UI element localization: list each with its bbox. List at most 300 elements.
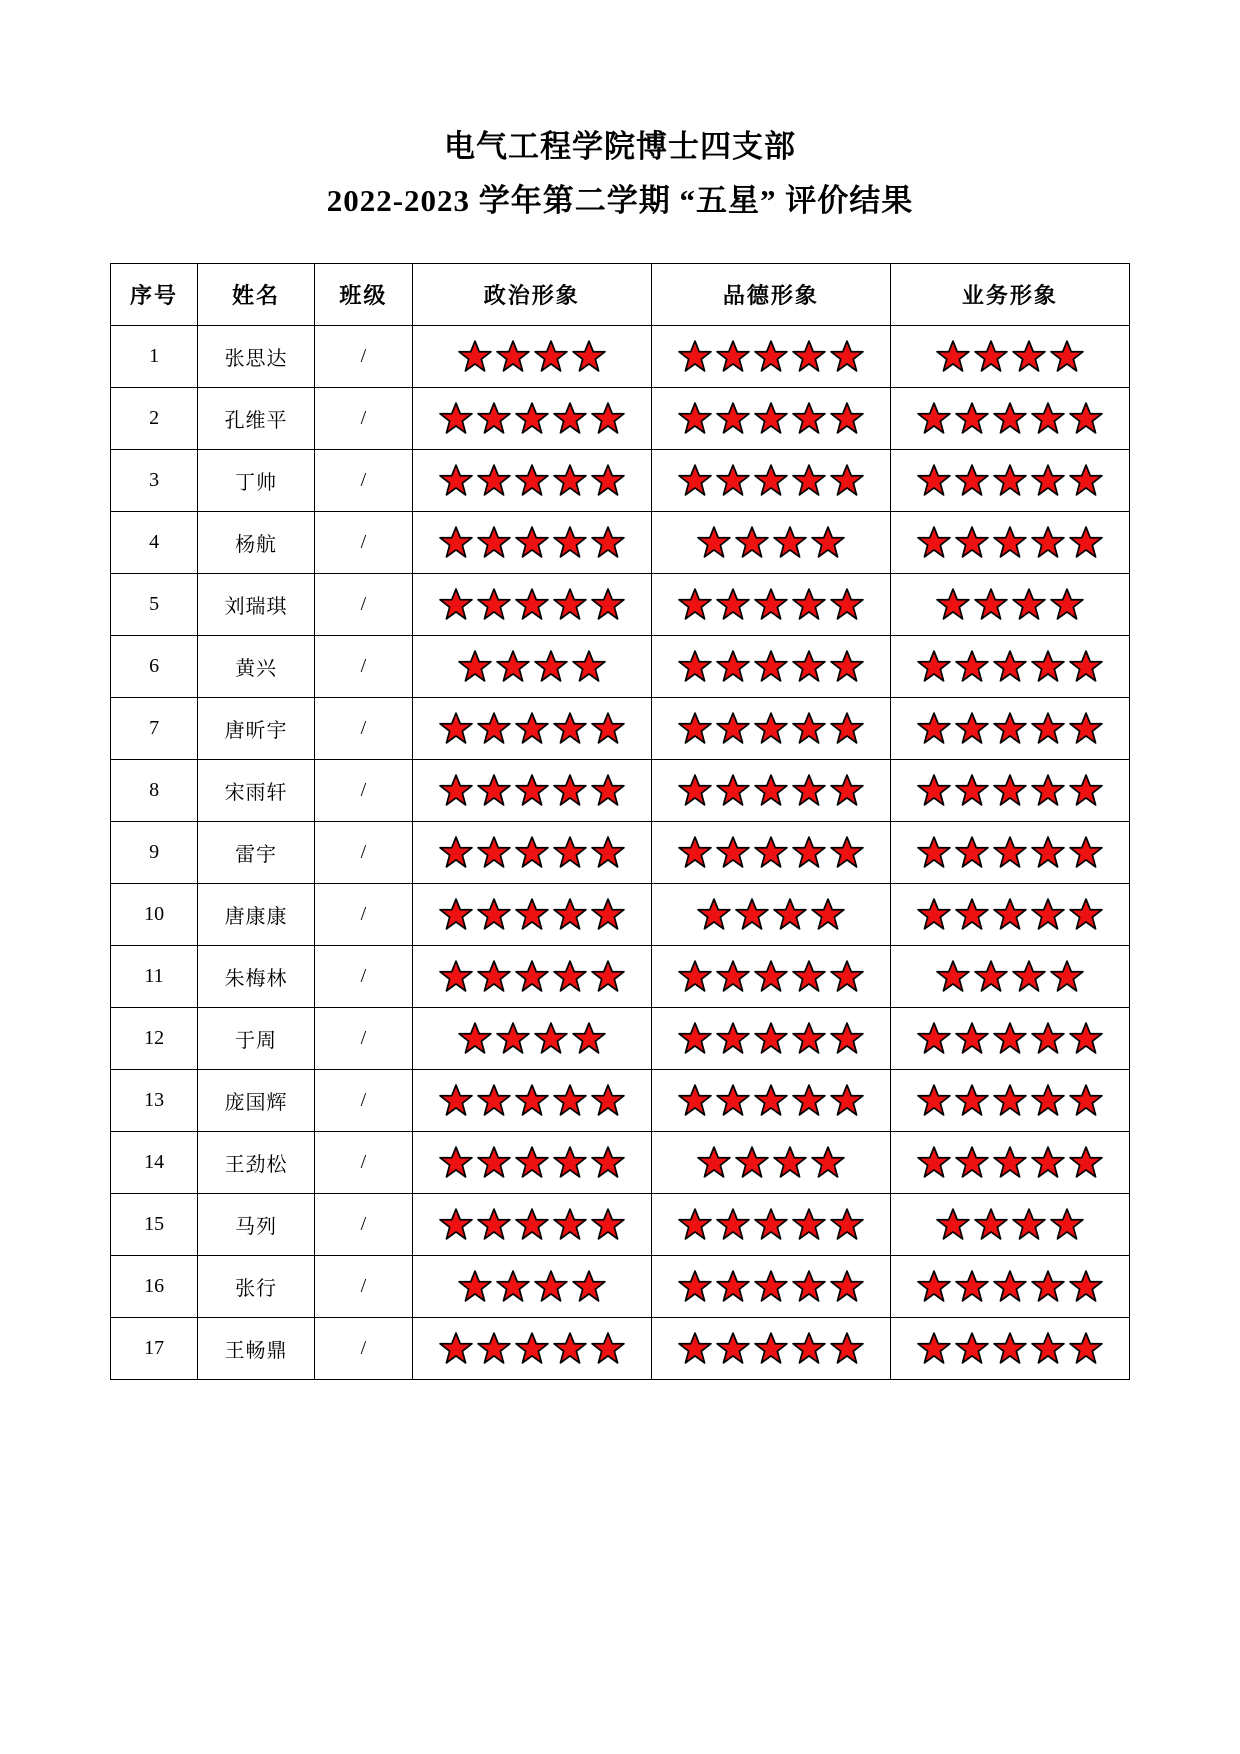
- cell-class: /: [315, 511, 413, 573]
- star-rating: [413, 835, 651, 869]
- cell-class: /: [315, 1007, 413, 1069]
- star-rating: [652, 1145, 890, 1179]
- star-icon: [1012, 339, 1046, 373]
- star-icon: [830, 773, 864, 807]
- star-rating: [652, 711, 890, 745]
- document-title-block: [75, 120, 1165, 229]
- star-rating: [891, 1331, 1129, 1365]
- star-icon: [439, 773, 473, 807]
- star-icon: [955, 1145, 989, 1179]
- cell-professional-stars: [890, 387, 1129, 449]
- cell-class: /: [315, 1317, 413, 1379]
- star-icon: [754, 649, 788, 683]
- star-icon: [955, 773, 989, 807]
- star-icon: [678, 1083, 712, 1117]
- star-icon: [1031, 711, 1065, 745]
- star-icon: [678, 711, 712, 745]
- star-rating: [652, 587, 890, 621]
- star-rating: [891, 897, 1129, 931]
- star-icon: [773, 525, 807, 559]
- cell-professional-stars: [890, 759, 1129, 821]
- cell-name: 雷宇: [198, 821, 315, 883]
- star-icon: [1031, 463, 1065, 497]
- star-rating: [891, 339, 1129, 373]
- cell-moral-stars: [651, 449, 890, 511]
- cell-professional-stars: [890, 1131, 1129, 1193]
- star-rating: [413, 959, 651, 993]
- star-icon: [477, 1207, 511, 1241]
- cell-index: 14: [111, 1131, 198, 1193]
- star-icon: [1031, 835, 1065, 869]
- cell-index: 11: [111, 945, 198, 1007]
- star-icon: [553, 835, 587, 869]
- cell-index: 1: [111, 325, 198, 387]
- star-icon: [1050, 959, 1084, 993]
- star-icon: [515, 587, 549, 621]
- star-rating: [413, 897, 651, 931]
- star-icon: [553, 1331, 587, 1365]
- cell-political-stars: [412, 449, 651, 511]
- star-icon: [936, 1207, 970, 1241]
- star-rating: [652, 835, 890, 869]
- star-rating: [891, 1083, 1129, 1117]
- star-icon: [439, 525, 473, 559]
- star-icon: [496, 339, 530, 373]
- cell-class: /: [315, 325, 413, 387]
- table-row: [111, 759, 1130, 821]
- star-rating: [891, 835, 1129, 869]
- cell-professional-stars: [890, 1317, 1129, 1379]
- star-icon: [515, 711, 549, 745]
- star-icon: [534, 1269, 568, 1303]
- star-icon: [830, 339, 864, 373]
- star-icon: [591, 1207, 625, 1241]
- star-rating: [891, 649, 1129, 683]
- star-icon: [917, 463, 951, 497]
- star-icon: [773, 1145, 807, 1179]
- star-icon: [936, 959, 970, 993]
- cell-name: 杨航: [198, 511, 315, 573]
- star-icon: [591, 1145, 625, 1179]
- star-rating: [413, 339, 651, 373]
- star-icon: [716, 1269, 750, 1303]
- star-icon: [477, 463, 511, 497]
- cell-class: /: [315, 449, 413, 511]
- star-icon: [553, 711, 587, 745]
- star-icon: [974, 959, 1008, 993]
- cell-moral-stars: [651, 573, 890, 635]
- star-icon: [439, 1331, 473, 1365]
- star-icon: [1031, 1145, 1065, 1179]
- cell-class: /: [315, 387, 413, 449]
- star-icon: [553, 773, 587, 807]
- star-icon: [1031, 1083, 1065, 1117]
- star-rating: [413, 525, 651, 559]
- table-row: [111, 387, 1130, 449]
- star-icon: [515, 1145, 549, 1179]
- star-icon: [716, 711, 750, 745]
- star-icon: [515, 1207, 549, 1241]
- star-icon: [678, 1269, 712, 1303]
- cell-class: /: [315, 573, 413, 635]
- cell-professional-stars: [890, 449, 1129, 511]
- star-rating: [652, 339, 890, 373]
- cell-index: 17: [111, 1317, 198, 1379]
- star-icon: [1069, 649, 1103, 683]
- star-icon: [439, 1145, 473, 1179]
- cell-name: 王劲松: [198, 1131, 315, 1193]
- star-icon: [515, 959, 549, 993]
- cell-index: 2: [111, 387, 198, 449]
- star-icon: [955, 401, 989, 435]
- cell-class: /: [315, 635, 413, 697]
- star-icon: [1069, 1083, 1103, 1117]
- star-icon: [993, 1083, 1027, 1117]
- star-icon: [1031, 1269, 1065, 1303]
- cell-professional-stars: [890, 573, 1129, 635]
- cell-index: 15: [111, 1193, 198, 1255]
- star-icon: [830, 1083, 864, 1117]
- cell-political-stars: [412, 573, 651, 635]
- cell-professional-stars: [890, 883, 1129, 945]
- star-icon: [553, 587, 587, 621]
- cell-political-stars: [412, 945, 651, 1007]
- cell-professional-stars: [890, 1193, 1129, 1255]
- cell-political-stars: [412, 1193, 651, 1255]
- cell-moral-stars: [651, 697, 890, 759]
- star-icon: [553, 897, 587, 931]
- star-rating: [652, 525, 890, 559]
- star-icon: [591, 1083, 625, 1117]
- cell-name: 王畅鼎: [198, 1317, 315, 1379]
- star-icon: [754, 835, 788, 869]
- star-icon: [678, 587, 712, 621]
- cell-political-stars: [412, 1317, 651, 1379]
- star-icon: [830, 463, 864, 497]
- star-icon: [1069, 1145, 1103, 1179]
- star-icon: [754, 401, 788, 435]
- cell-name: 于周: [198, 1007, 315, 1069]
- star-rating: [413, 1083, 651, 1117]
- star-icon: [754, 587, 788, 621]
- cell-moral-stars: [651, 511, 890, 573]
- cell-class: /: [315, 1131, 413, 1193]
- star-icon: [477, 1083, 511, 1117]
- cell-political-stars: [412, 511, 651, 573]
- star-icon: [716, 463, 750, 497]
- cell-professional-stars: [890, 635, 1129, 697]
- cell-moral-stars: [651, 325, 890, 387]
- star-icon: [477, 711, 511, 745]
- star-icon: [993, 711, 1027, 745]
- star-icon: [830, 1207, 864, 1241]
- star-rating: [652, 773, 890, 807]
- star-icon: [754, 1021, 788, 1055]
- cell-political-stars: [412, 1069, 651, 1131]
- star-icon: [591, 959, 625, 993]
- table-row: [111, 945, 1130, 1007]
- cell-index: 13: [111, 1069, 198, 1131]
- star-rating: [891, 1021, 1129, 1055]
- cell-moral-stars: [651, 821, 890, 883]
- star-icon: [515, 897, 549, 931]
- star-icon: [591, 773, 625, 807]
- star-rating: [891, 1145, 1129, 1179]
- star-icon: [496, 1269, 530, 1303]
- cell-political-stars: [412, 635, 651, 697]
- star-icon: [678, 1331, 712, 1365]
- cell-political-stars: [412, 387, 651, 449]
- table-row: [111, 1317, 1130, 1379]
- star-icon: [1031, 525, 1065, 559]
- star-icon: [515, 1331, 549, 1365]
- star-icon: [917, 773, 951, 807]
- star-rating: [413, 1145, 651, 1179]
- cell-moral-stars: [651, 945, 890, 1007]
- table-body: [111, 325, 1130, 1379]
- cell-moral-stars: [651, 635, 890, 697]
- star-icon: [496, 1021, 530, 1055]
- star-icon: [754, 1269, 788, 1303]
- table-row: [111, 573, 1130, 635]
- star-icon: [458, 339, 492, 373]
- star-icon: [955, 1083, 989, 1117]
- star-icon: [792, 959, 826, 993]
- star-rating: [652, 897, 890, 931]
- table-row: [111, 325, 1130, 387]
- star-icon: [792, 773, 826, 807]
- star-icon: [917, 1331, 951, 1365]
- star-icon: [754, 339, 788, 373]
- star-icon: [993, 835, 1027, 869]
- cell-name: 张行: [198, 1255, 315, 1317]
- star-icon: [1069, 773, 1103, 807]
- star-icon: [830, 649, 864, 683]
- star-icon: [993, 1145, 1027, 1179]
- star-icon: [1069, 1331, 1103, 1365]
- star-rating: [652, 649, 890, 683]
- star-rating: [891, 711, 1129, 745]
- star-icon: [1069, 897, 1103, 931]
- cell-professional-stars: [890, 325, 1129, 387]
- star-icon: [830, 1331, 864, 1365]
- star-icon: [477, 525, 511, 559]
- cell-moral-stars: [651, 1317, 890, 1379]
- cell-professional-stars: [890, 1069, 1129, 1131]
- star-rating: [413, 463, 651, 497]
- star-icon: [553, 463, 587, 497]
- star-icon: [811, 897, 845, 931]
- table-row: [111, 1131, 1130, 1193]
- star-icon: [830, 587, 864, 621]
- star-icon: [993, 463, 1027, 497]
- star-icon: [515, 835, 549, 869]
- star-icon: [477, 959, 511, 993]
- star-icon: [955, 1331, 989, 1365]
- star-icon: [1031, 1331, 1065, 1365]
- cell-moral-stars: [651, 1255, 890, 1317]
- star-icon: [955, 1021, 989, 1055]
- star-icon: [515, 401, 549, 435]
- star-rating: [652, 463, 890, 497]
- star-icon: [754, 1207, 788, 1241]
- cell-index: 5: [111, 573, 198, 635]
- star-icon: [1012, 959, 1046, 993]
- star-icon: [697, 1145, 731, 1179]
- star-icon: [955, 463, 989, 497]
- cell-political-stars: [412, 883, 651, 945]
- star-icon: [936, 339, 970, 373]
- star-icon: [792, 1021, 826, 1055]
- star-icon: [792, 649, 826, 683]
- cell-moral-stars: [651, 883, 890, 945]
- star-rating: [891, 959, 1129, 993]
- star-icon: [477, 1331, 511, 1365]
- star-icon: [754, 1083, 788, 1117]
- cell-name: 宋雨轩: [198, 759, 315, 821]
- star-icon: [591, 897, 625, 931]
- star-rating: [413, 649, 651, 683]
- star-icon: [974, 587, 1008, 621]
- star-icon: [917, 1145, 951, 1179]
- star-icon: [1069, 711, 1103, 745]
- star-icon: [811, 1145, 845, 1179]
- table-row: [111, 635, 1130, 697]
- star-icon: [1050, 1207, 1084, 1241]
- cell-class: /: [315, 1193, 413, 1255]
- star-icon: [678, 339, 712, 373]
- star-icon: [572, 1021, 606, 1055]
- star-icon: [716, 959, 750, 993]
- cell-political-stars: [412, 821, 651, 883]
- star-icon: [591, 401, 625, 435]
- cell-moral-stars: [651, 1131, 890, 1193]
- star-icon: [716, 339, 750, 373]
- star-icon: [830, 835, 864, 869]
- star-icon: [1050, 587, 1084, 621]
- star-icon: [830, 711, 864, 745]
- star-icon: [792, 463, 826, 497]
- cell-index: 4: [111, 511, 198, 573]
- table-row: [111, 449, 1130, 511]
- table-row: [111, 1193, 1130, 1255]
- star-rating: [652, 1207, 890, 1241]
- cell-name: 唐昕宇: [198, 697, 315, 759]
- star-icon: [515, 1083, 549, 1117]
- header-name: 姓名: [198, 263, 315, 325]
- star-icon: [591, 711, 625, 745]
- star-icon: [917, 649, 951, 683]
- star-icon: [534, 1021, 568, 1055]
- star-icon: [439, 1083, 473, 1117]
- cell-name: 黄兴: [198, 635, 315, 697]
- table-row: [111, 1069, 1130, 1131]
- star-rating: [652, 1083, 890, 1117]
- star-icon: [1069, 525, 1103, 559]
- star-icon: [572, 649, 606, 683]
- star-icon: [917, 835, 951, 869]
- star-icon: [716, 773, 750, 807]
- star-icon: [678, 1207, 712, 1241]
- star-icon: [678, 649, 712, 683]
- star-icon: [716, 401, 750, 435]
- cell-political-stars: [412, 1007, 651, 1069]
- star-icon: [1012, 1207, 1046, 1241]
- page-title-line-2: 2022-2023 学年第二学期 “五星” 评价结果: [326, 183, 914, 219]
- star-icon: [1031, 1021, 1065, 1055]
- table-header-row: [111, 263, 1130, 325]
- star-icon: [773, 897, 807, 931]
- cell-name: 朱梅林: [198, 945, 315, 1007]
- star-rating: [413, 711, 651, 745]
- star-icon: [917, 401, 951, 435]
- star-icon: [591, 1331, 625, 1365]
- star-icon: [1069, 835, 1103, 869]
- star-icon: [830, 1021, 864, 1055]
- star-icon: [477, 587, 511, 621]
- star-icon: [754, 711, 788, 745]
- cell-class: /: [315, 759, 413, 821]
- cell-name: 庞国辉: [198, 1069, 315, 1131]
- star-icon: [477, 897, 511, 931]
- star-icon: [553, 525, 587, 559]
- star-icon: [534, 339, 568, 373]
- star-icon: [1069, 401, 1103, 435]
- cell-class: /: [315, 1069, 413, 1131]
- star-icon: [792, 1269, 826, 1303]
- table-row: [111, 1255, 1130, 1317]
- header-political-image: 政治形象: [412, 263, 651, 325]
- header-class: 班级: [315, 263, 413, 325]
- star-icon: [993, 1269, 1027, 1303]
- cell-moral-stars: [651, 387, 890, 449]
- cell-professional-stars: [890, 697, 1129, 759]
- cell-name: 丁帅: [198, 449, 315, 511]
- cell-moral-stars: [651, 1069, 890, 1131]
- table-row: [111, 883, 1130, 945]
- star-icon: [792, 1083, 826, 1117]
- star-icon: [716, 649, 750, 683]
- star-icon: [917, 711, 951, 745]
- star-icon: [477, 1145, 511, 1179]
- star-icon: [1069, 1269, 1103, 1303]
- star-icon: [716, 587, 750, 621]
- cell-index: 16: [111, 1255, 198, 1317]
- cell-index: 3: [111, 449, 198, 511]
- cell-political-stars: [412, 697, 651, 759]
- star-rating: [413, 1021, 651, 1055]
- star-icon: [1031, 897, 1065, 931]
- star-icon: [515, 525, 549, 559]
- star-icon: [735, 1145, 769, 1179]
- cell-political-stars: [412, 1131, 651, 1193]
- rating-table: [110, 263, 1130, 1380]
- star-rating: [891, 463, 1129, 497]
- star-icon: [955, 711, 989, 745]
- star-icon: [572, 339, 606, 373]
- star-icon: [716, 1021, 750, 1055]
- cell-moral-stars: [651, 759, 890, 821]
- cell-class: /: [315, 821, 413, 883]
- star-icon: [553, 959, 587, 993]
- star-icon: [697, 897, 731, 931]
- star-icon: [439, 835, 473, 869]
- star-icon: [955, 525, 989, 559]
- cell-moral-stars: [651, 1193, 890, 1255]
- table-row: [111, 697, 1130, 759]
- star-icon: [1031, 401, 1065, 435]
- star-icon: [678, 835, 712, 869]
